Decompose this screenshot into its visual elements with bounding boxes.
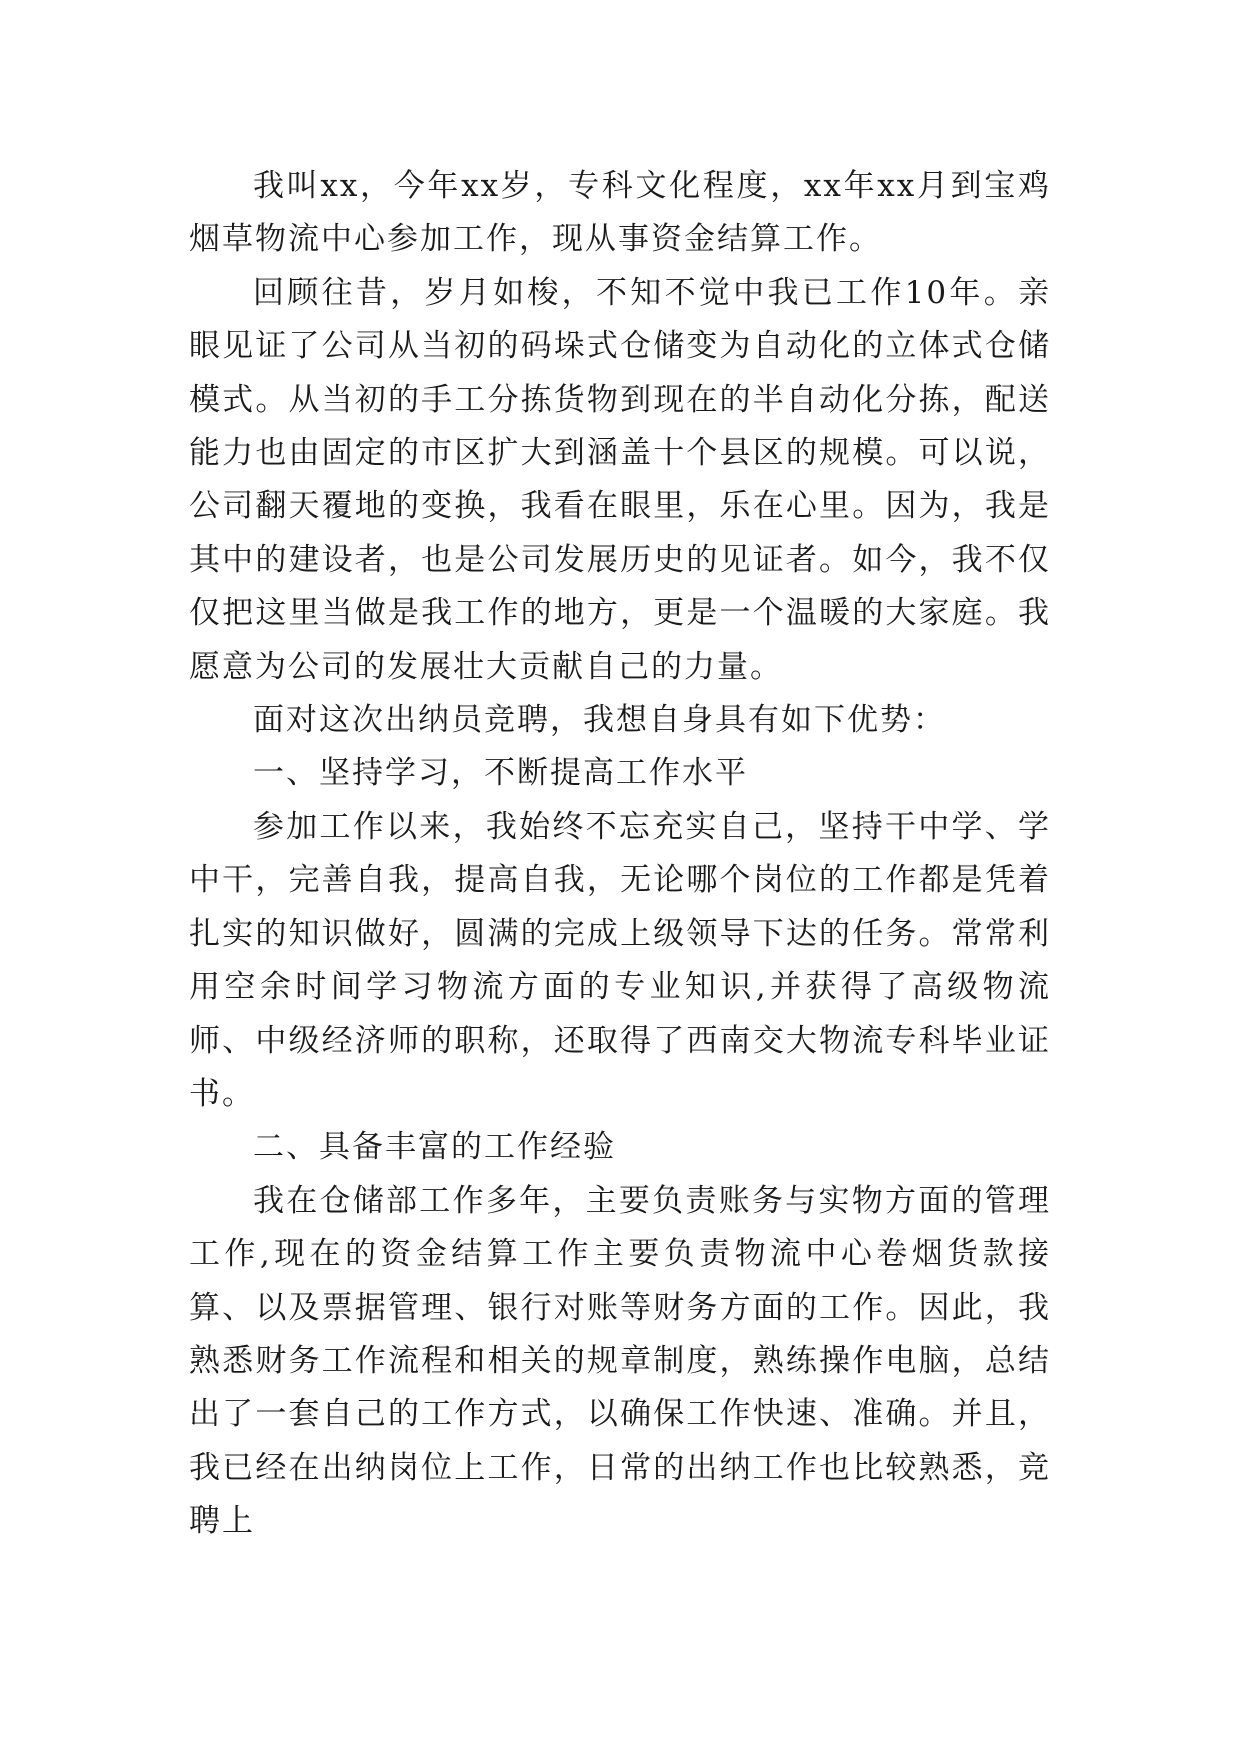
body-text xyxy=(189,160,1051,1549)
paragraph-intro: 我叫xx，今年xx岁，专科文化程度，xx年xx月到宝鸡烟草物流中心参加工作，现从事资金结算工作。 xyxy=(189,168,1051,258)
paragraph-experience: 我在仓储部工作多年，主要负责账务与实物方面的管理工作,现在的资金结算工作主要负责物流中心卷烟货款接算、以及票据管理、银行对账等财务方面的工作。因此，我熟悉财务工作流程和相关的规章制度，熟练操作电脑，总结出了一套自己的工作方式，以确保工作快速、准确。并且，我已经在出纳岗位上工作，日常的出纳工作也比较熟悉，竞聘上 xyxy=(189,1182,1051,1540)
paragraph-advantages-intro: 面对这次出纳员竞聘，我想自身具有如下优势： xyxy=(253,702,946,739)
heading-section-2: 二、具备丰富的工作经验 xyxy=(253,1129,616,1166)
paragraph-review: 回顾往昔，岁月如梭，不知不觉中我已工作10年。亲眼见证了公司从当初的码垛式仓储变为自动化的立体式仓储模式。从当初的手工分拣货物到现在的半自动化分拣，配送能力也由固定的市区扩大到涵盖十个县区的规模。可以说，公司翻天覆地的变换，我看在眼里，乐在心里。因为，我是其中的建设者，也是公司发展历史的见证者。如今，我不仅仅把这里当做是我工作的地方，更是一个温暖的大家庭。我愿意为公司的发展壮大贡献自己的力量。 xyxy=(189,274,1051,685)
paragraph-study: 参加工作以来，我始终不忘充实自己，坚持干中学、学中干，完善自我，提高自我，无论哪个岗位的工作都是凭着扎实的知识做好，圆满的完成上级领导下达的任务。常常利用空余时间学习物流方面的专业知识,并获得了高级物流师、中级经济师的职称，还取得了西南交大物流专科毕业证书。 xyxy=(189,808,1051,1112)
heading-section-1: 一、坚持学习，不断提高工作水平 xyxy=(253,755,748,792)
